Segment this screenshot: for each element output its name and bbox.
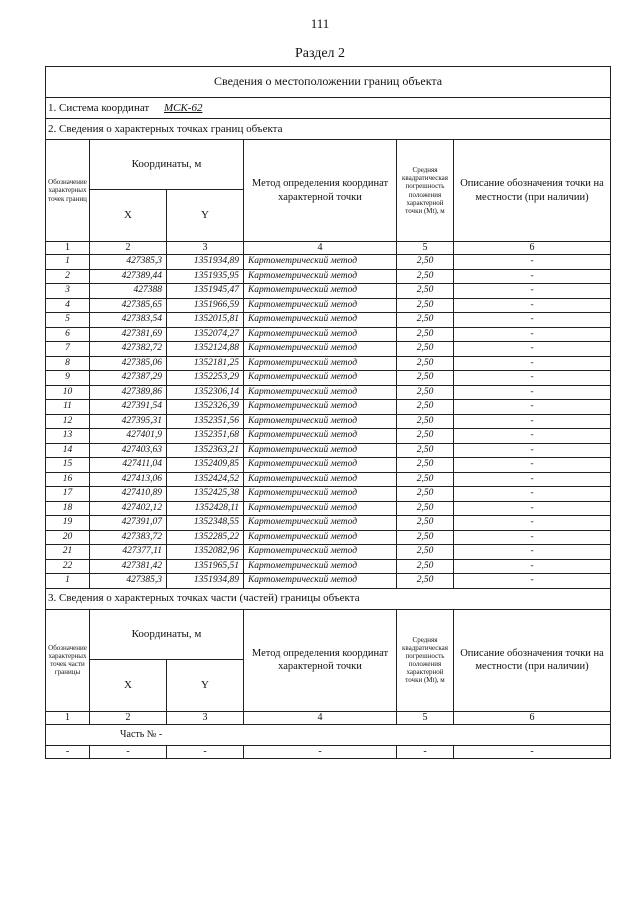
point-desc-cell: - [454,414,611,429]
coord-system-label: 1. Система координат [48,101,150,114]
point-mt-cell: 2,50 [397,414,454,429]
boundary-table [45,66,611,759]
point-method-cell: Картометрический метод [244,298,397,313]
column-numbers-row-3 [46,711,611,724]
point-y-cell: 1352363,21 [167,443,244,458]
table-row [46,313,611,328]
table-row [46,255,611,270]
point-mt-cell: 2,50 [397,342,454,357]
point-desc-cell: - [454,501,611,516]
point-mt-cell: 2,50 [397,327,454,342]
point-n-cell: 13 [46,429,90,444]
point-n-cell: 8 [46,356,90,371]
point-y-cell: 1352082,96 [167,545,244,560]
point-n-cell: 2 [46,269,90,284]
point-x-cell: 427387,29 [90,371,167,386]
point-mt-cell: 2,50 [397,472,454,487]
page-number: 111 [310,16,330,31]
point-mt-cell: 2,50 [397,516,454,531]
point-mt-cell: 2,50 [397,313,454,328]
point-method-cell: Картометрический метод [244,443,397,458]
point-desc-cell: - [454,400,611,415]
point-y-cell: 1352306,14 [167,385,244,400]
part-row [46,724,611,745]
point-mt-cell: 2,50 [397,385,454,400]
point-method-cell: Картометрический метод [244,327,397,342]
point-n-cell: 19 [46,516,90,531]
point-n-cell: 6 [46,327,90,342]
point-method-cell: Картометрический метод [244,342,397,357]
point-desc-cell: - [454,458,611,473]
point-method-cell: Картометрический метод [244,501,397,516]
point-method-cell: Картометрический метод [244,284,397,299]
point-x-cell: 427385,65 [90,298,167,313]
point-y-cell: 1352253,29 [167,371,244,386]
point-n-cell: 1 [46,255,90,270]
point-n-cell: 3 [46,284,90,299]
header3-coords: Координаты, м [90,609,244,659]
point-desc-cell: - [454,385,611,400]
point-n-cell: 10 [46,385,90,400]
point-desc-cell: - [454,298,611,313]
point-method-cell: Картометрический метод [244,559,397,574]
point-n-cell: 4 [46,298,90,313]
table-row [46,443,611,458]
col-number: 6 [454,242,611,255]
coord-system-value: МСК-62 [163,101,203,114]
header3-method: Метод определения координат характерной точки [244,609,397,711]
point-y-cell: 1352348,55 [167,516,244,531]
table-row [46,487,611,502]
point-n-cell: 12 [46,414,90,429]
boundary-table-frame [45,66,610,759]
table-row [46,530,611,545]
point-x-cell: 427377,11 [90,545,167,560]
header-method: Метод определения координат характерной точки [244,140,397,242]
point-desc-cell: - [454,356,611,371]
point-desc-cell: - [454,516,611,531]
table-row [46,284,611,299]
col-number: 1 [46,711,90,724]
header3-x: X [90,659,167,711]
point-desc-cell: - [454,269,611,284]
col-number: 4 [244,711,397,724]
empty-cell: - [244,745,397,758]
table-row [46,269,611,284]
header-y: Y [167,190,244,242]
col-number: 6 [454,711,611,724]
point-mt-cell: 2,50 [397,356,454,371]
point-mt-cell: 2,50 [397,545,454,560]
point-y-cell: 1351934,89 [167,574,244,589]
coord-system-row [46,98,611,119]
table-row [46,400,611,415]
point-y-cell: 1352326,39 [167,400,244,415]
point-y-cell: 1352124,88 [167,342,244,357]
point-x-cell: 427381,69 [90,327,167,342]
point-desc-cell: - [454,284,611,299]
point-desc-cell: - [454,443,611,458]
point-x-cell: 427381,42 [90,559,167,574]
point-y-cell: 1352425,38 [167,487,244,502]
point-y-cell: 1352351,68 [167,429,244,444]
point-x-cell: 427410,89 [90,487,167,502]
empty-cell: - [397,745,454,758]
point-desc-cell: - [454,327,611,342]
header3-desc: Описание обозначения точки на местности (при наличии) [454,609,611,711]
table-row [46,385,611,400]
point-n-cell: 14 [46,443,90,458]
point-n-cell: 18 [46,501,90,516]
point-y-cell: 1352015,81 [167,313,244,328]
point-mt-cell: 2,50 [397,298,454,313]
table-title: Сведения о местоположении границ объекта [46,67,611,98]
point-n-cell: 11 [46,400,90,415]
header-rms: Средняя квадратическая погрешность положения характерной точки (Mt), м [397,140,454,242]
header-desc: Описание обозначения точки на местности (при наличии) [454,140,611,242]
point-method-cell: Картометрический метод [244,385,397,400]
point-desc-cell: - [454,545,611,560]
point-mt-cell: 2,50 [397,429,454,444]
point-y-cell: 1352428,11 [167,501,244,516]
point-y-cell: 1352351,56 [167,414,244,429]
point-mt-cell: 2,50 [397,284,454,299]
header-x: X [90,190,167,242]
point-y-cell: 1351934,89 [167,255,244,270]
point-n-cell: 9 [46,371,90,386]
col-number: 1 [46,242,90,255]
point-mt-cell: 2,50 [397,487,454,502]
point-x-cell: 427401,9 [90,429,167,444]
point-method-cell: Картометрический метод [244,516,397,531]
header-point-desig: Обозначение характерных точек границ [46,140,90,242]
point-x-cell: 427383,72 [90,530,167,545]
col-number: 5 [397,711,454,724]
header3-y: Y [167,659,244,711]
point-n-cell: 5 [46,313,90,328]
point-mt-cell: 2,50 [397,574,454,589]
table-row [46,298,611,313]
point-n-cell: 22 [46,559,90,574]
point-n-cell: 20 [46,530,90,545]
col-number: 3 [167,242,244,255]
part-value: - [158,729,163,740]
table-row [46,414,611,429]
point-n-cell: 16 [46,472,90,487]
table-row [46,574,611,589]
part-label: Часть № [120,729,157,740]
point-x-cell: 427391,07 [90,516,167,531]
table-row [46,371,611,386]
table-row [46,516,611,531]
point-mt-cell: 2,50 [397,269,454,284]
point-x-cell: 427385,3 [90,574,167,589]
table-row [46,327,611,342]
section-title: Раздел 2 [294,46,346,61]
point-x-cell: 427403,63 [90,443,167,458]
point-method-cell: Картометрический метод [244,472,397,487]
point-method-cell: Картометрический метод [244,269,397,284]
point-y-cell: 1351965,51 [167,559,244,574]
col-number: 3 [167,711,244,724]
header3-rms: Средняя квадратическая погрешность положения характерной точки (Mt), м [397,609,454,711]
table-row [46,545,611,560]
point-mt-cell: 2,50 [397,371,454,386]
point-y-cell: 1351966,59 [167,298,244,313]
point-method-cell: Картометрический метод [244,458,397,473]
point-x-cell: 427389,44 [90,269,167,284]
point-n-cell: 7 [46,342,90,357]
empty-cell: - [46,745,90,758]
empty-cell: - [167,745,244,758]
point-y-cell: 1352181,25 [167,356,244,371]
point-mt-cell: 2,50 [397,443,454,458]
point-method-cell: Картометрический метод [244,371,397,386]
point-desc-cell: - [454,429,611,444]
column-numbers-row [46,242,611,255]
point-n-cell: 15 [46,458,90,473]
point-mt-cell: 2,50 [397,255,454,270]
point-x-cell: 427413,06 [90,472,167,487]
point-x-cell: 427389,86 [90,385,167,400]
col-number: 2 [90,711,167,724]
point-mt-cell: 2,50 [397,559,454,574]
table-row [46,472,611,487]
point-n-cell: 17 [46,487,90,502]
point-y-cell: 1351935,95 [167,269,244,284]
point-n-cell: 1 [46,574,90,589]
point-desc-cell: - [454,487,611,502]
col-number: 2 [90,242,167,255]
point-method-cell: Картометрический метод [244,530,397,545]
point-y-cell: 1352424,52 [167,472,244,487]
table-row [46,429,611,444]
table-row [46,458,611,473]
point-y-cell: 1351945,47 [167,284,244,299]
point-x-cell: 427383,54 [90,313,167,328]
point-desc-cell: - [454,313,611,328]
point-desc-cell: - [454,342,611,357]
point-y-cell: 1352409,85 [167,458,244,473]
point-x-cell: 427385,3 [90,255,167,270]
point-method-cell: Картометрический метод [244,429,397,444]
point-mt-cell: 2,50 [397,530,454,545]
point-method-cell: Картометрический метод [244,313,397,328]
point-method-cell: Картометрический метод [244,414,397,429]
point-mt-cell: 2,50 [397,400,454,415]
point-x-cell: 427382,72 [90,342,167,357]
point-x-cell: 427391,54 [90,400,167,415]
point-desc-cell: - [454,371,611,386]
point-desc-cell: - [454,472,611,487]
empty-part-row [46,745,611,758]
point-method-cell: Картометрический метод [244,545,397,560]
point-method-cell: Картометрический метод [244,400,397,415]
point-desc-cell: - [454,559,611,574]
point-method-cell: Картометрический метод [244,255,397,270]
point-x-cell: 427388 [90,284,167,299]
col-number: 5 [397,242,454,255]
header-coords: Координаты, м [90,140,244,190]
point-x-cell: 427395,31 [90,414,167,429]
point-n-cell: 21 [46,545,90,560]
point-x-cell: 427411,04 [90,458,167,473]
section2-heading: 2. Сведения о характерных точках границ объекта [46,119,611,140]
table-row [46,356,611,371]
empty-cell: - [454,745,611,758]
point-y-cell: 1352285,22 [167,530,244,545]
point-method-cell: Картометрический метод [244,487,397,502]
point-desc-cell: - [454,574,611,589]
header3-point-desig: Обозначение характерных точек части границы [46,609,90,711]
section3-heading: 3. Сведения о характерных точках части (частей) границы объекта [46,588,611,609]
point-y-cell: 1352074,27 [167,327,244,342]
point-method-cell: Картометрический метод [244,574,397,589]
point-x-cell: 427402,12 [90,501,167,516]
empty-cell: - [90,745,167,758]
col-number: 4 [244,242,397,255]
point-desc-cell: - [454,255,611,270]
point-x-cell: 427385,06 [90,356,167,371]
table-row [46,501,611,516]
point-mt-cell: 2,50 [397,501,454,516]
table-row [46,342,611,357]
point-method-cell: Картометрический метод [244,356,397,371]
table-row [46,559,611,574]
point-desc-cell: - [454,530,611,545]
point-mt-cell: 2,50 [397,458,454,473]
